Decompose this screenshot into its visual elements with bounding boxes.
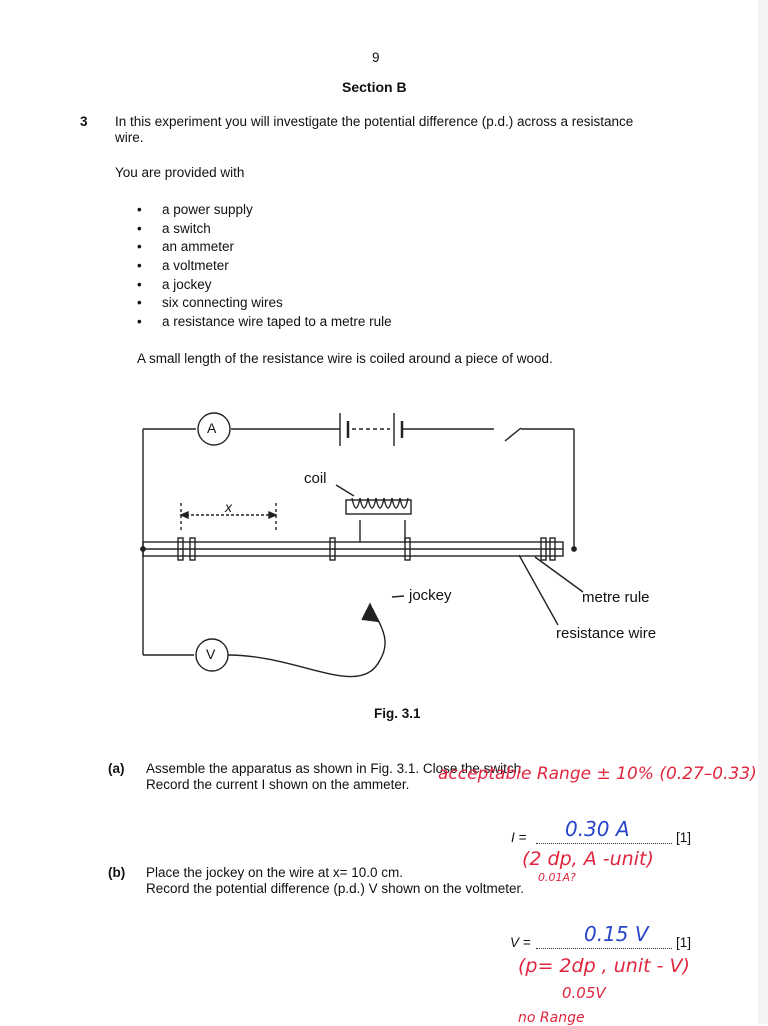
voltmeter-symbol: V [206,646,216,662]
part-b-line1: Place the jockey on the wire at x= 10.0 cm. [146,865,404,880]
question-number: 3 [80,114,88,129]
part-a-marks: [1] [676,830,692,845]
jockey-label: jockey [409,587,452,604]
part-a-label: (a) [108,761,125,776]
part-b-marker-note2: 0.05V [562,984,606,1002]
part-b-answer-line [536,948,672,949]
metre-rule-label: metre rule [582,589,650,606]
coil-label: coil [304,470,327,487]
x-arrow-right [269,512,276,518]
apparatus-item: • an ammeter [137,238,392,257]
apparatus-item: • a voltmeter [137,257,392,276]
coil-note: A small length of the resistance wire is coiled around a piece of wood. [137,351,553,366]
part-b-marker-note1: (p= 2dp , unit - V) [518,955,690,977]
x-arrow-left [181,512,188,518]
part-b-line2: Record the potential difference (p.d.) V shown on the voltmeter. [146,881,524,896]
x-label: x [225,499,232,515]
part-b-label: (b) [108,865,126,880]
metre-rule-pointer [535,557,583,592]
question-intro-line2: wire. [115,130,144,145]
part-a-marker-note1: acceptable Range ± 10% (0.27–0.33) [438,764,757,784]
terminal [572,547,576,551]
jockey-pointer [392,596,404,597]
jockey-tip [362,604,378,622]
coil-pointer [336,485,354,496]
part-b-answer-prefix: V = [510,935,531,950]
question-intro-line1: In this experiment you will investigate the potential difference (p.d.) across a resistance [115,114,634,129]
apparatus-item: • a switch [137,220,392,239]
apparatus-item: • a resistance wire taped to a metre rule [137,313,392,332]
part-a-answer-value: 0.30 A [565,817,630,841]
apparatus-item: • six connecting wires [137,294,392,313]
resistance-wire-label: resistance wire [556,625,657,642]
apparatus-item: • a jockey [137,276,392,295]
jockey-lead [228,608,385,677]
figure-caption: Fig. 3.1 [374,706,421,721]
apparatus-item: • a power supply [137,201,392,220]
section-title: Section B [342,79,407,95]
part-a-line1: Assemble the apparatus as shown in Fig. 3.1. Close the switch. [146,761,525,776]
part-a-marker-note3: 0.01A? [538,871,576,884]
part-b-marker-note3: no Range [518,1010,585,1026]
part-a-answer-prefix: I = [511,830,527,845]
resistance-wire-pointer [519,555,558,625]
part-a-answer-line [536,843,672,844]
part-b-answer-value: 0.15 V [584,922,649,946]
provided-intro: You are provided with [115,165,245,180]
terminal [141,547,145,551]
part-a-line2: Record the current I shown on the ammeter. [146,777,410,792]
ammeter-symbol: A [207,420,217,436]
switch-lever [505,428,521,441]
page-number: 9 [372,50,380,65]
part-a-marker-note2: (2 dp, A -unit) [522,848,654,870]
part-b-marks: [1] [676,935,692,950]
